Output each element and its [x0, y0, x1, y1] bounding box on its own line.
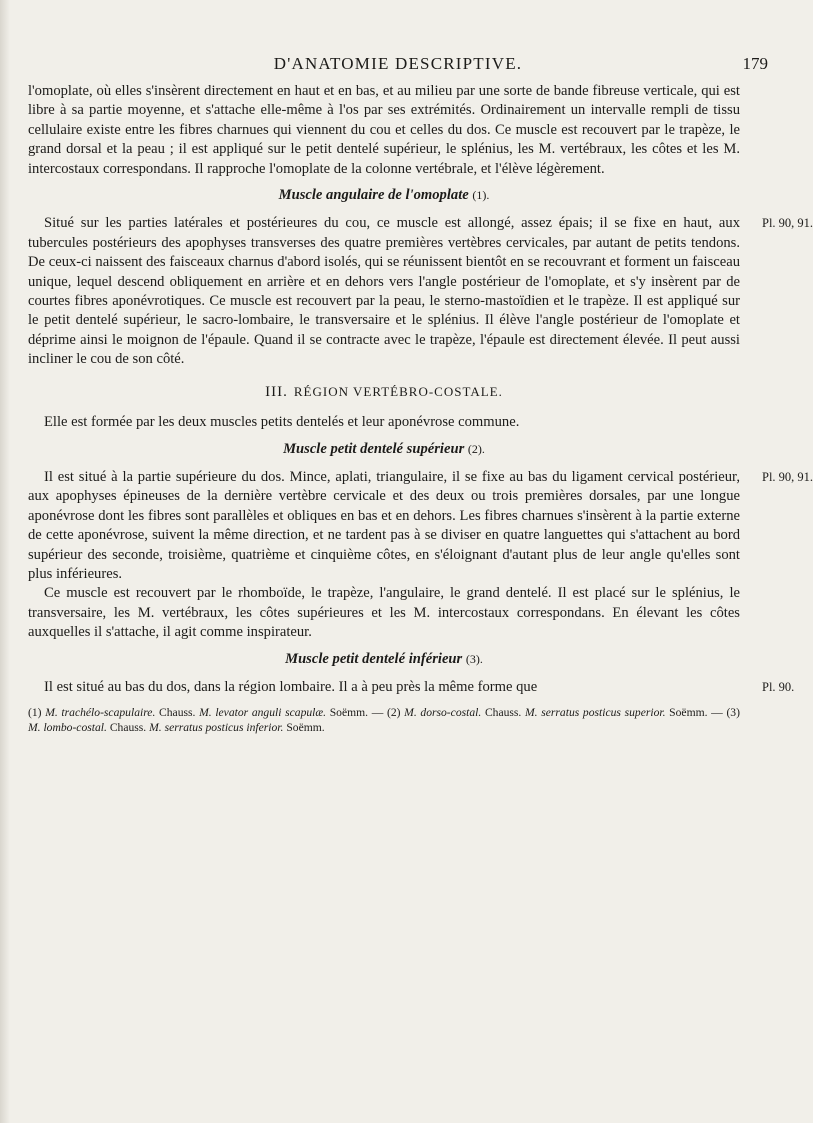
plate-reference: Pl. 90.: [762, 679, 795, 694]
paragraph-inferieur: Il est situé au bas du dos, dans la région lombaire. Il a à peu près la même forme que: [44, 678, 538, 695]
footnotes: [28, 705, 740, 735]
paragraph-rhomboide-end: l'omoplate, où elles s'insèrent directement en haut et en bas, et au milieu par une sorte de bande fibreuse verticale, qui est libre à sa partie moyenne, et s'attache elle-même à l'os par ses extrémités. Ordinairement un intervalle rempli de tissu cellulaire existe entre les fibres charnues qui viennent du cou et celles du dos. Ce muscle est recouvert par le trapèze, le grand dorsal et la peau ; il est appliqué sur le petit dentelé supérieur, le splénius, les M. vertébraux, les côtes et les M. intercostaux correspondans. Il rapproche l'omoplate de la colonne vertébrale, et l'élève légèrement.: [28, 83, 740, 177]
paragraph-superieur: Il est situé à la partie supérieure du dos. Mince, aplati, triangulaire, il se fixe au bas du ligament cervical postérieur, aux apophyses épineuses de la dernière vertèbre cervicale et des deux ou trois premières dorsales, par une longue aponévrose dont les fibres sont parallèles et obliques en bas et en dehors. Les fibres charnues s'insèrent à la partie externe de cette aponévrose, suivent la même direction, et ne tardent pas à se diviser en quatre languettes qui s'attachent au bord supérieur des seconde, troisième, quatrième et cinquième côtes, en s'éloignant d'autant plus de leur angle qu'elles sont plus inférieures.: [28, 468, 740, 582]
footnote-author: Soëmm. —: [669, 706, 723, 720]
footnote-number: (2): [386, 706, 401, 720]
footnote-author: Chauss.: [484, 706, 522, 720]
page-number: 179: [742, 54, 768, 73]
paragraph-region-intro: Elle est formée par les deux muscles petits dentelés et leur aponévrose commune.: [44, 414, 520, 431]
paragraph-superieur-relations: Ce muscle est recouvert par le rhomboïde, le trapèze, l'angulaire, le grand dentelé. Il est placé sur le splénius, le transversaire, les M. vertébraux, les côtes supérieures et les M. intercostaux correspondans. En élevant les côtes auxquelles il s'attache, il agit comme inspirateur.: [28, 585, 740, 641]
footnote-ref-2: (2).: [467, 441, 485, 456]
plate-reference: Pl. 90, 91.: [762, 216, 813, 231]
footnote-number: (3): [726, 706, 740, 720]
footnote-number: (1): [28, 706, 42, 720]
section-heading-superieur: [28, 440, 740, 459]
region-number: III.: [265, 383, 288, 400]
heading-text: Muscle angulaire de l'omoplate: [278, 187, 469, 204]
footnote-ref-1: (1).: [472, 188, 490, 203]
paragraph-angulaire: Situé sur les parties latérales et postérieures du cou, ce muscle est allongé, assez épais; il se fixe en haut, aux tubercules postérieurs des apophyses transverses des quatre premières vertèbres cervicales, par autant de petits tendons. De ceux-ci naissent des faisceaux charnus d'abord isolés, qui se réunissent bientôt en se recouvrant et forment un faisceau unique, lequel descend obliquement en arrière et en dehors vers l'angle postérieur de l'omoplate, et s'y insèrent par de courtes fibres aponévrotiques. Ce muscle est recouvert par la peau, le sterno-mastoïdien et le trapèze. Il est appliqué sur le petit dentelé supérieur, le sacro-lombaire, le transversaire et le splénius. Il élève l'angle postérieur de l'omoplate et déprime ainsi le moignon de l'épaule. Quand il se contracte avec le trapèze, l'épaule est directement élevée. Il peut aussi incliner le cou de son côté.: [28, 215, 740, 368]
footnote-author: Soëmm. —: [329, 706, 384, 720]
footnote-term: M. dorso-costal.: [404, 706, 482, 720]
paragraph-superieur-wrap: [28, 468, 813, 584]
paragraph-angulaire-wrap: [28, 214, 813, 369]
footnote-term: M. lombo-costal.: [28, 721, 107, 735]
region-title: RÉGION VERTÉBRO-COSTALE.: [293, 383, 503, 399]
section-heading-angulaire: [28, 186, 740, 205]
heading-text: Muscle petit dentelé inférieur: [285, 650, 463, 667]
footnote-synonym: M. serratus posticus inferior.: [149, 721, 284, 735]
page-header: [28, 54, 768, 78]
footnote-author: Chauss.: [109, 721, 147, 735]
footnote-ref-3: (3).: [465, 651, 483, 666]
footnote-synonym: M. levator anguli scapulæ.: [199, 706, 327, 720]
footnote-synonym: M. serratus posticus superior.: [525, 706, 666, 720]
plate-reference: Pl. 90, 91.: [762, 469, 813, 484]
paragraph-inferieur-wrap: [28, 678, 795, 697]
section-heading-inferieur: [28, 650, 740, 669]
running-title: D'ANATOMIE DESCRIPTIVE.: [273, 54, 523, 73]
footnote-term: M. trachélo-scapulaire.: [45, 706, 156, 720]
heading-text: Muscle petit dentelé supérieur: [283, 440, 465, 457]
footnote-author: Chauss.: [159, 706, 196, 720]
footnote-author: Soëmm.: [286, 721, 325, 735]
page-body: [28, 82, 813, 735]
page-binding-shadow: [0, 0, 10, 1123]
region-heading: [28, 382, 740, 402]
